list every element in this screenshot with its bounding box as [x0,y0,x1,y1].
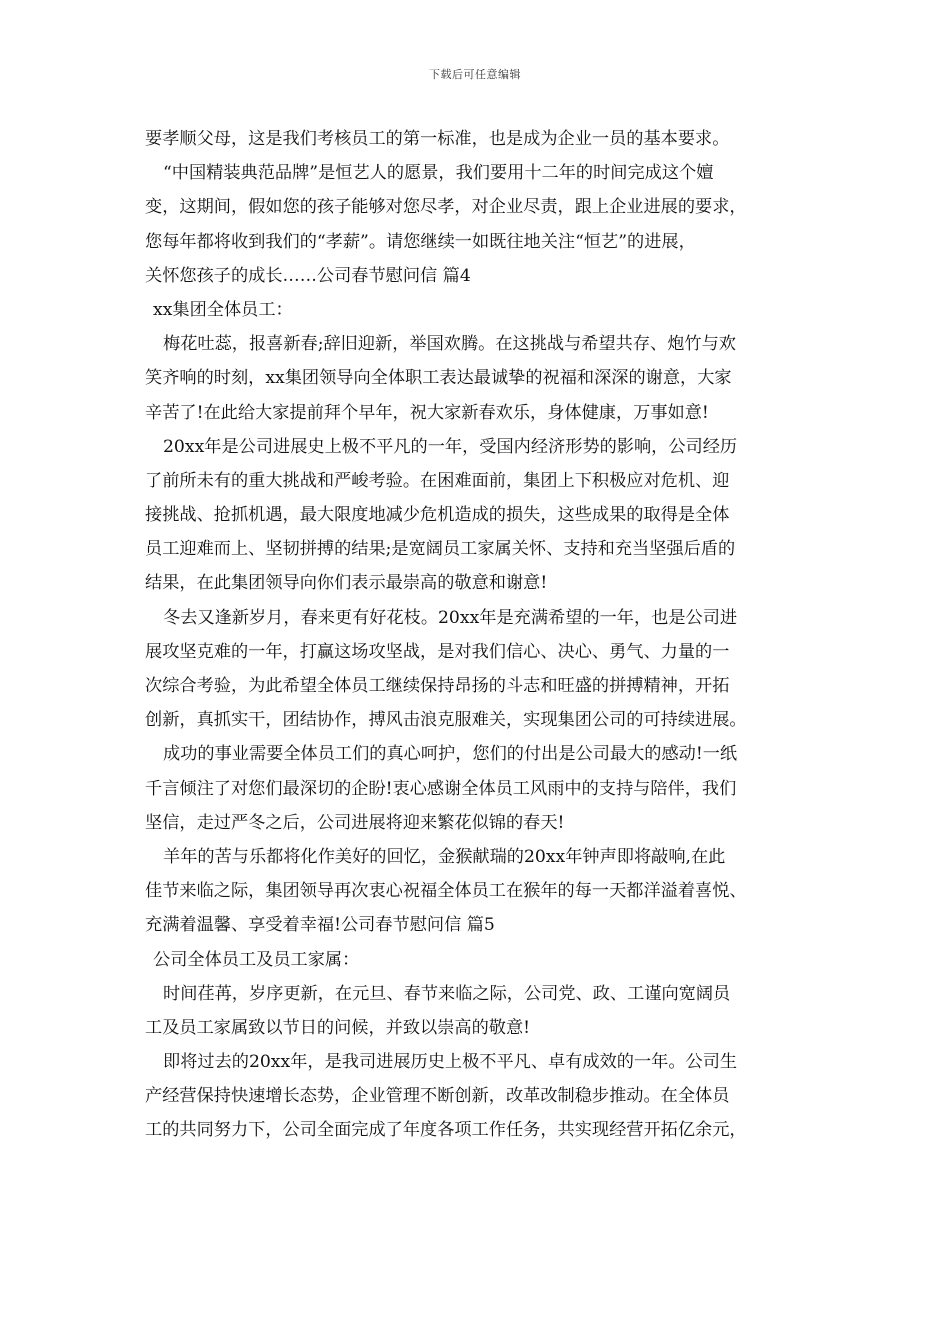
text-line: 辛苦了!在此给大家提前拜个早年，祝大家新春欢乐，身体健康，万事如意! [145,402,709,423]
text-line: 接挑战、抢抓机遇，最大限度地减少危机造成的损失，这些成果的取得是全体 [145,505,730,526]
text-line: 梅花吐蕊，报喜新春;辞旧迎新，举国欢腾。在这挑战与希望共存、炮竹与欢 [163,334,736,355]
text-line: 即将过去的20xx年，是我司进展历史上极不平凡、卓有成效的一年。公司生 [163,1052,738,1073]
text-line: 变，这期间，假如您的孩子能够对您尽孝，对企业尽责，跟上企业进展的要求， [145,197,747,218]
text-line: 关怀您孩子的成长……公司春节慰问信 篇4 [145,265,471,286]
text-line: 了前所未有的重大挑战和严峻考验。在困难面前，集团上下积极应对危机、迎 [145,470,730,491]
text-line: 冬去又逢新岁月，春来更有好花枝。20xx年是充满希望的一年，也是公司进 [163,607,738,628]
text-line: 您每年都将收到我们的“孝薪”。请您继续一如既往地关注“恒艺”的进展， [145,231,696,252]
text-line: 羊年的苦与乐都将化作美好的回忆，金猴献瑞的20xx年钟声即将敲响,在此 [163,846,726,867]
page-header: 下载后可任意编辑 [429,68,521,81]
text-line: 坚信，走过严冬之后，公司进展将迎来繁花似锦的春天! [145,812,565,833]
text-line: 次综合考验，为此希望全体员工继续保持昂扬的斗志和旺盛的拼搏精神，开拓 [145,676,730,696]
salutation: xx集团全体员工： [153,299,293,320]
text-line: 工及员工家属致以节日的问候，并致以崇高的敬意! [145,1017,531,1038]
salutation: 公司全体员工及员工家属： [153,949,360,970]
text-line: 时间荏苒，岁序更新，在元旦、春节来临之际，公司党、政、工谨向宽阔员 [163,983,731,1004]
text-line: 结果，在此集团领导向你们表示最崇高的敬意和谢意! [145,573,548,594]
text-line: 千言倾注了对您们最深切的企盼!衷心感谢全体员工风雨中的支持与陪伴，我们 [145,778,737,799]
document-body [145,122,825,1148]
text-line: 要孝顺父母，这是我们考核员工的第一标准，也是成为企业一员的基本要求。 [145,129,730,149]
text-line: 笑齐响的时刻，xx集团领导向全体职工表达最诚挚的祝福和深深的谢意，大家 [145,368,732,389]
text-line: 员工迎难而上、坚韧拼搏的结果;是宽阔员工家属关怀、支持和充当坚强后盾的 [145,539,736,560]
text-line: 展攻坚克难的一年，打赢这场攻坚战，是对我们信心、决心、勇气、力量的一 [145,641,730,662]
text-line: 工的共同努力下，公司全面完成了年度各项工作任务，共实现经营开拓亿余元， [145,1120,747,1141]
text-line: 佳节来临之际，集团领导再次衷心祝福全体员工在猴年的每一天都洋溢着喜悦、 [145,881,747,902]
text-line: 创新，真抓实干，团结协作，搏风击浪克服难关，实现集团公司的可持续进展。 [145,710,747,731]
text-line: “中国精装典范品牌”是恒艺人的愿景，我们要用十二年的时间完成这个嬗 [163,163,714,184]
text-line: 成功的事业需要全体员工们的真心呵护，您们的付出是公司最大的感动!一纸 [163,744,738,765]
text-line: 20xx年是公司进展史上极不平凡的一年，受国内经济形势的影响，公司经历 [163,436,738,457]
text-line: 产经营保持快速增长态势，企业管理不断创新，改革改制稳步推动。在全体员 [145,1086,730,1107]
text-line: 充满着温馨、享受着幸福!公司春节慰问信 篇5 [145,915,495,936]
